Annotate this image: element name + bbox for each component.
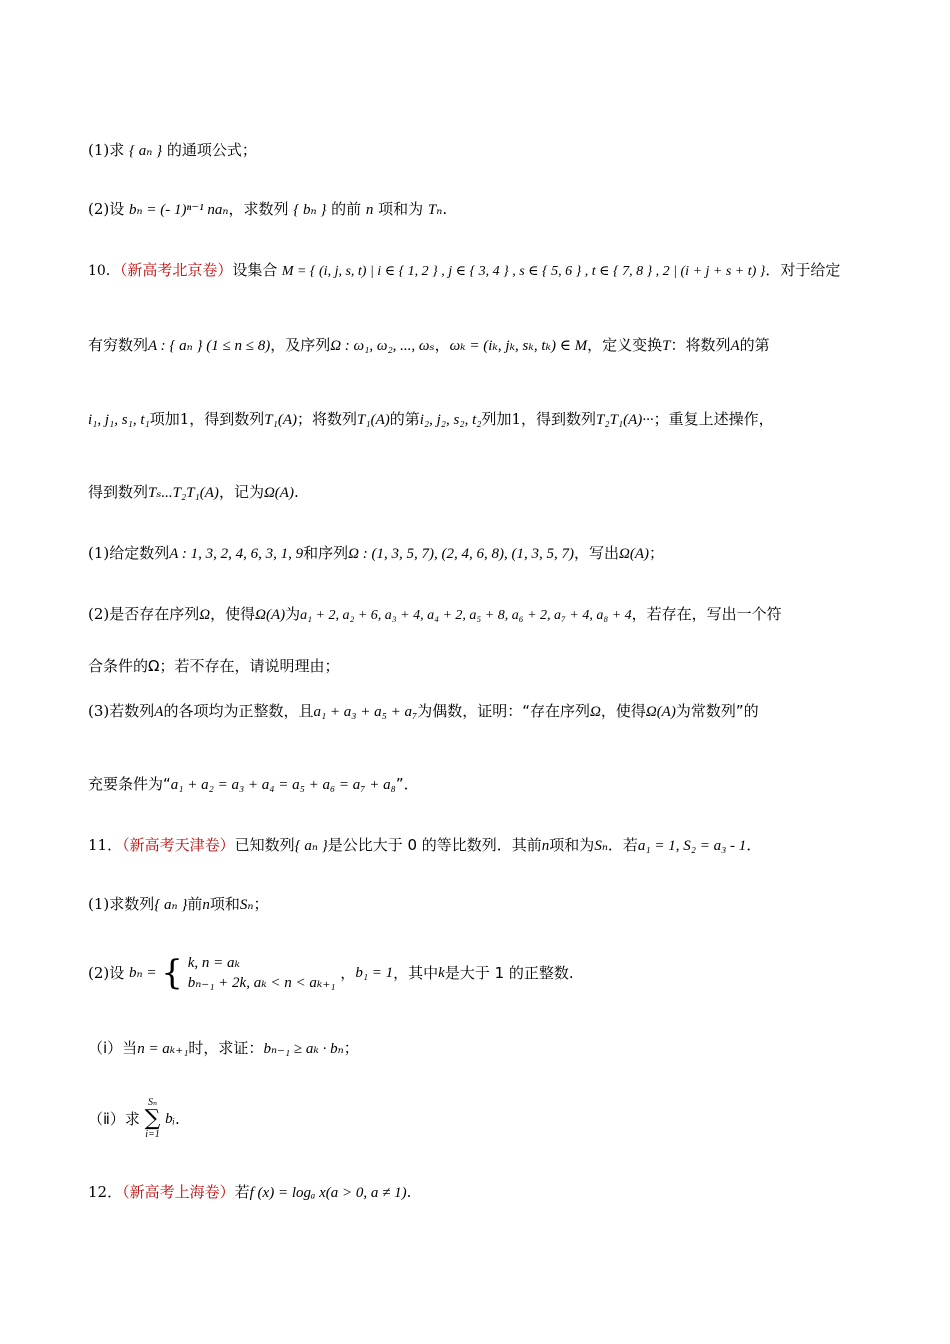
q11-p2-bn: bₙ =: [129, 965, 157, 981]
q9-part2-tn: Tₙ: [427, 202, 443, 218]
q9-part2-seq: { bₙ }: [293, 202, 327, 218]
q11-p2-case2: bₙ₋₁ + 2k, aₖ < n < aₖ₊₁: [187, 975, 336, 991]
q10-l3-text: 项加: [149, 410, 180, 428]
q10-line4: [88, 480, 299, 505]
q10-p2-omega: Ω: [199, 607, 211, 623]
q10-p3-omega: Ω: [589, 704, 601, 720]
q10-part2: [88, 602, 782, 628]
q9-part2-text2: ，求数列: [228, 200, 289, 218]
q11-ii-number: （ⅱ）: [88, 1110, 125, 1128]
q10-l2-comma: ，: [434, 336, 450, 354]
q11-p1-text3: 项和: [209, 895, 240, 913]
q9-part2-number: (2): [88, 200, 110, 218]
q10-l3-text6: ，得到数列: [521, 410, 597, 428]
q10-l4-end: .: [293, 483, 299, 501]
q11-part2: [88, 953, 574, 993]
q10-l2-end: 的第: [739, 336, 770, 354]
q12-function: f (x) = logₐ x(a > 0, a ≠ 1): [249, 1185, 407, 1201]
q10-number: 10．: [88, 263, 120, 279]
q9-part2: [88, 197, 447, 222]
q10-p3-text2: 的各项均为正整数，且: [163, 702, 314, 720]
q10-p1-text3: ，写出: [574, 544, 620, 562]
q11-number: 11．: [88, 836, 123, 854]
q11-part1: [88, 892, 268, 917]
q11-p2-k: k: [438, 965, 445, 981]
q9-part1-number: (1): [88, 141, 110, 159]
q10-p3-l2-text: 充要条件为“: [88, 775, 171, 793]
q10-l3-one-2: 1: [511, 410, 522, 428]
q10-l3-text5: 列加: [481, 410, 512, 428]
q10-p3-a: A: [154, 704, 164, 720]
q10-l2-a: A: [730, 338, 740, 354]
q10-p2-number: (2): [88, 605, 110, 623]
q10-line3: [88, 407, 774, 432]
q11-ii-sum-upper: Sₙ: [148, 1097, 158, 1108]
q10-p3-text3: 为偶数，证明：“存在序列: [417, 702, 590, 720]
q10-p1-omega: Ω : (1, 3, 5, 7), (2, 4, 6, 8), (1, 3, 5, 7): [348, 546, 574, 562]
q11-p2-text: 设: [109, 964, 125, 982]
q11-p2-text2: ，其中: [393, 964, 439, 982]
q10-l3-text4: 的第: [389, 410, 420, 428]
q10-l3-indices2: i₂, j₂, s₂, t₂: [419, 412, 482, 428]
q9-part2-end: .: [442, 200, 448, 218]
q11-text4: ．若: [607, 836, 638, 854]
q10-p3-l2-end: ”．: [395, 775, 419, 793]
q9-part1-text: 求: [109, 141, 125, 159]
q11-i-inequality: bₙ₋₁ ≥ aₖ · bₙ: [263, 1041, 344, 1057]
q10-l3-text3: ；将数列: [297, 410, 358, 428]
q10-l2-text4: ：将数列: [670, 336, 731, 354]
q10-part1: [88, 541, 664, 566]
q10-p1-text2: 和序列: [303, 544, 349, 562]
q10-p2-end: ，若存在，写出一个符: [631, 605, 782, 623]
q11-text2: 是公比大于 0 的等比数列．其前: [327, 836, 542, 854]
q10-p3-text: 若数列: [109, 702, 155, 720]
q11-p1-sn: Sₙ: [239, 897, 254, 913]
q9-part1: [88, 138, 257, 163]
q10-p3-l2-equality: a₁ + a₂ = a₃ + a₄ = a₅ + a₆ = a₇ + a₈: [170, 777, 396, 793]
q10-l2-omega: Ω : ω₁, ω₂, ..., ωₛ: [330, 338, 435, 354]
q10-part2-line2: 合条件的Ω；若不存在，请说明理由；: [88, 657, 340, 675]
q9-part2-formula: bₙ = (- 1)ⁿ⁻¹ naₙ: [129, 202, 229, 218]
q11-sub-i: [88, 1036, 359, 1061]
q10-text: 设集合: [232, 261, 278, 279]
q11-ii-sigma: ∑: [144, 1106, 161, 1131]
q10-p3-text4: ，使得: [600, 702, 646, 720]
q10-p2-sequence: a₁ + 2, a₂ + 6, a₃ + 4, a₄ + 2, a₅ + 8, a₆ + 2, a₇ + 4, a₈ + 4: [300, 608, 632, 623]
q11-sub-ii: [88, 1098, 180, 1140]
q11-i-number: （ⅰ）: [88, 1039, 123, 1057]
q11-sn: Sₙ: [594, 838, 608, 854]
q11-p2-cases: [188, 953, 336, 993]
q10-l3-one: 1: [179, 410, 190, 428]
q10-l3-t2t1a: T₂T₁(A)···: [596, 412, 654, 428]
q11-p1-text2: 前: [187, 895, 203, 913]
q11-ii-sum: [145, 1098, 161, 1140]
q11-p2-left-brace: {: [161, 953, 183, 993]
q10-p1-end: ；: [649, 544, 665, 562]
q11-line1: [88, 833, 761, 858]
q10-text-end: ．对于给定: [765, 261, 841, 279]
q11-p2-number: (2): [88, 964, 110, 982]
q10-part3-line2: [88, 772, 419, 797]
q11-p1-number: (1): [88, 895, 110, 913]
q11-p2-end: 是大于 1 的正整数.: [444, 964, 574, 982]
q10-l2-seq-a: A : { aₙ } (1 ≤ n ≤ 8): [148, 338, 271, 354]
q10-p3-omega-a: Ω(A): [645, 704, 676, 720]
q10-p1-text: 给定数列: [109, 544, 170, 562]
q10-l2-t: T: [662, 338, 671, 354]
q10-l3-t1a: T₁(A): [264, 412, 297, 428]
q11-ii-term: bᵢ: [165, 1111, 176, 1127]
q10-p2-text: 是否存在序列: [109, 605, 200, 623]
q10-p3-number: (3): [88, 702, 110, 720]
q10-l3-t1a-2: T₁(A): [357, 412, 390, 428]
q10-p1-seq-a: A : 1, 3, 2, 4, 6, 3, 1, 9: [169, 546, 304, 562]
q9-part2-text4: 项和为: [373, 200, 428, 218]
q10-set-m: M = { (i, j, s, t) | i ∈ { 1, 2 } , j ∈ { 3, 4 } , s ∈ { 5, 6 } , t ∈ { 7, 8 } , 2 | (i + j + s + t) }: [281, 264, 766, 279]
q11-p1-seq: { aₙ }: [154, 897, 188, 913]
q10-l4-omega-a: Ω(A): [263, 485, 294, 501]
q11-p1-n: n: [202, 897, 210, 913]
q12-source-tag: （新高考上海卷）: [122, 1183, 235, 1201]
q11-seq: { aₙ }: [294, 838, 328, 854]
q10-p3-sum: a₁ + a₃ + a₅ + a₇: [313, 704, 418, 720]
q9-part1-text-end: 的通项公式；: [162, 141, 257, 159]
q11-p2-comma: ，: [340, 964, 356, 982]
q11-i-condition: n = aₖ₊₁: [137, 1041, 189, 1057]
q12-line1: [88, 1180, 411, 1205]
q10-line2: [88, 333, 770, 358]
q10-part3: [88, 699, 759, 724]
q10-l2-text: 有穷数列: [88, 336, 149, 354]
q11-i-text: 当: [122, 1039, 138, 1057]
q11-text3: 项和为: [549, 836, 595, 854]
q10-l3-indices1: i₁, j₁, s₁, t₁: [88, 412, 150, 428]
q11-p1-end: ；: [253, 895, 269, 913]
q11-n: n: [541, 838, 550, 854]
q10-source-tag: （新高考北京卷）: [119, 261, 233, 279]
q9-part2-text3: 的前: [326, 200, 366, 218]
q11-i-end: ；: [343, 1039, 359, 1057]
q10-p3-end: 为常数列”的: [675, 702, 759, 720]
q10-p2-text2: ，使得: [210, 605, 256, 623]
q12-text: 若: [234, 1183, 250, 1201]
q10-l4-text: 得到数列: [88, 483, 149, 501]
q12-end: .: [406, 1183, 412, 1201]
q10-p2-text3: 为: [285, 605, 301, 623]
q11-p2-case1: k, n = aₖ: [187, 955, 240, 971]
q10-l4-ts: Tₛ...T₂T₁(A): [148, 485, 219, 501]
q9-part2-text: 设: [109, 200, 125, 218]
q11-text: 已知数列: [234, 836, 295, 854]
q11-source-tag: （新高考天津卷）: [122, 836, 235, 854]
q11-condition: a₁ = 1, S₂ = a₃ - 1: [637, 838, 747, 854]
q10-l2-text2: ，及序列: [270, 336, 331, 354]
q10-p1-number: (1): [88, 544, 110, 562]
q10-l2-omega-k: ωₖ = (iₖ, jₖ, sₖ, tₖ) ∈ M: [449, 338, 588, 354]
q10-l3-text2: ，得到数列: [189, 410, 265, 428]
q11-ii-text: 求: [124, 1110, 140, 1128]
q12-number: 12．: [88, 1183, 123, 1201]
q11-p2-b1: b₁ = 1: [355, 965, 394, 981]
q10-p2-omega-a: Ω(A): [255, 607, 286, 623]
q11-ii-end: .: [175, 1110, 180, 1128]
q10-l4-text2: ，记为: [218, 483, 264, 501]
q10-line1: [88, 258, 840, 284]
q11-p1-text: 求数列: [109, 895, 155, 913]
q11-ii-sum-lower: i=1: [145, 1129, 160, 1140]
q11-i-text2: 时，求证：: [188, 1039, 264, 1057]
q11-end: ．: [746, 836, 762, 854]
q10-p1-omega-a: Ω(A): [619, 546, 650, 562]
q10-l2-text3: ，定义变换: [587, 336, 663, 354]
q9-part1-math: { aₙ }: [129, 143, 163, 159]
q9-part2-n: n: [365, 202, 374, 218]
q10-l3-end: ；重复上述操作，: [653, 410, 774, 428]
